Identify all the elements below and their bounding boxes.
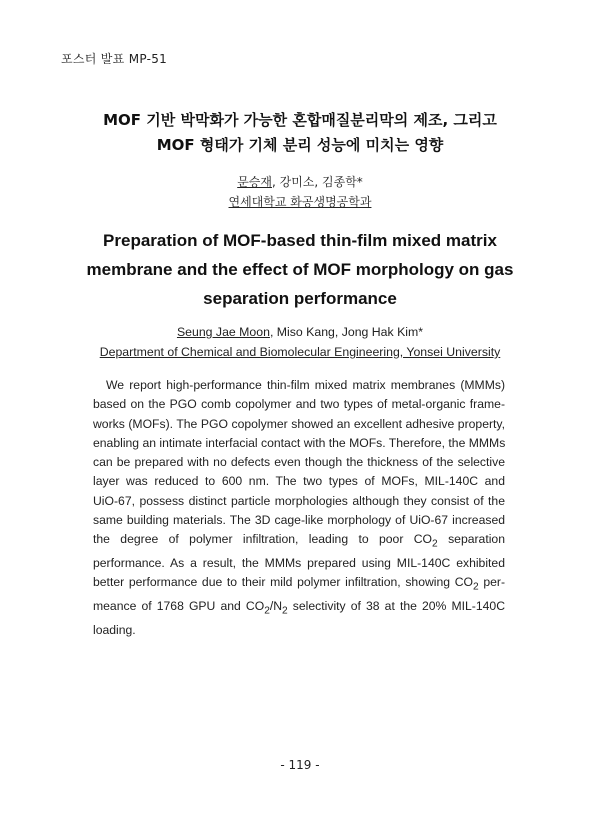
korean-title (0, 108, 600, 158)
abstract-text: the degree of polymer infiltration, leading to poor CO (93, 532, 433, 547)
abstract-line (93, 573, 505, 597)
english-authors-block (0, 322, 600, 362)
korean-author-list (0, 172, 600, 192)
abstract-line: can be prepared with no defects even though the thickness of the selective (93, 455, 505, 470)
abstract-line: enabling an intimate interfacial contact with the MOFs. Therefore, the MMMs (93, 435, 506, 450)
korean-coauthors: , 강미소, 김종학* (271, 175, 363, 189)
english-coauthors: , Miso Kang, Jong Hak Kim* (269, 325, 424, 339)
english-presenting-author: Seung Jae Moon (176, 325, 270, 339)
subscript: 2 (473, 581, 479, 593)
session-label: 포스터 발표 MP-51 (61, 52, 168, 66)
abstract-text: separation (437, 532, 505, 547)
subscript: 2 (264, 605, 270, 617)
abstract-line (93, 530, 505, 554)
abstract-line: same building materials. The 3D cage-like morphology of UiO-67 increased (93, 513, 505, 528)
subscript: 2 (432, 538, 438, 550)
abstract-line: We report high-performance thin-film mixed matrix membranes (MMMs) (106, 378, 505, 392)
english-title-line-1: Preparation of MOF-based thin-film mixed matrix (103, 231, 497, 250)
english-title (60, 226, 540, 313)
abstract-text: selectivity of 38 at the 20% MIL-140C (287, 599, 506, 614)
korean-affiliation: 연세대학교 화공생명공학과 (228, 195, 372, 209)
page-number: - 119 - (280, 758, 320, 772)
abstract-text: better performance due to their mild polymer infiltration, showing CO (93, 575, 474, 590)
korean-title-line-2: MOF 형태가 기체 분리 성능에 미치는 영향 (156, 136, 444, 154)
subscript: 2 (282, 605, 288, 617)
abstract-line: works (MOFs). The PGO copolymer showed an excellent adhesive property, (93, 416, 505, 431)
korean-authors-block (0, 172, 600, 212)
abstract-line: layer was reduced to 600 nm. The two types of MOFs, MIL-140C and (93, 474, 505, 489)
abstract-text: meance of 1768 GPU and CO (93, 599, 265, 614)
english-author-list (0, 322, 600, 342)
korean-title-line-1: MOF 기반 박막화가 가능한 혼합매질분리막의 제조, 그리고 (103, 111, 497, 129)
abstract-line: based on the PGO comb copolymer and two types of metal-organic frame- (93, 397, 505, 412)
korean-presenting-author: 문승재 (237, 175, 272, 189)
abstract-body (93, 376, 505, 640)
abstract-line: UiO-67, possess distinct particle morphologies although they consist of the (93, 493, 505, 508)
abstract-line: loading. (93, 622, 136, 637)
english-title-line-3: separation performance (203, 289, 397, 308)
english-title-line-2: membrane and the effect of MOF morphology on gas (86, 260, 514, 279)
abstract-line: performance. As a result, the MMMs prepared using MIL-140C exhibited (93, 556, 505, 571)
abstract-text: /N (269, 599, 283, 614)
abstract-line (93, 597, 505, 621)
abstract-text: per- (478, 575, 506, 590)
english-affiliation: Department of Chemical and Biomolecular Engineering, Yonsei University (99, 345, 501, 359)
